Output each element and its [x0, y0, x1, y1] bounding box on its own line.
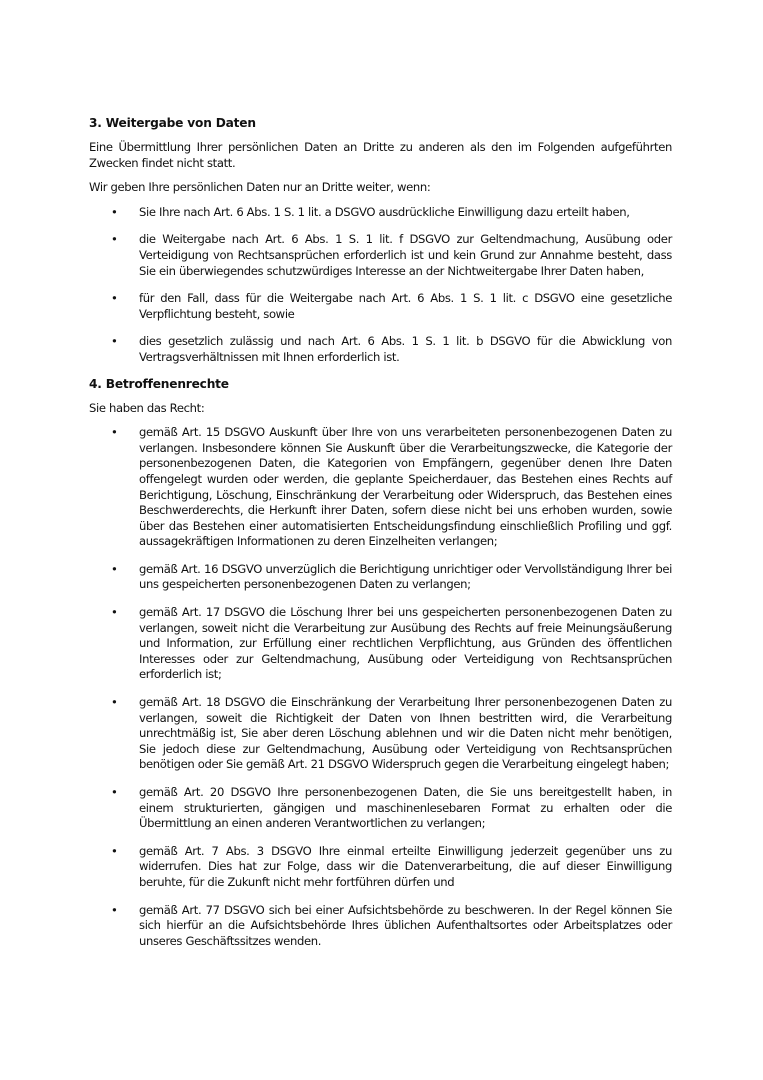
section-data-transfer: [89, 115, 672, 366]
list-item: [111, 334, 672, 365]
list-item-text: gemäß Art. 17 DSGVO die Löschung Ihrer bei uns gespeicherten personenbezogenen Daten zu verlangen, soweit nicht die Verarbeitung zur Ausübung des Rechts auf freie Meinungsäußerung und Information, zur Erfüllung einer rechtlichen Verpflichtung, aus Gründen des öffentlichen Interesses oder zur Geltendmachung, Ausübung oder Verteidigung von Rechtsansprüchen erforderlich ist;: [139, 605, 672, 682]
bullet-list: [89, 425, 672, 949]
list-item-text: gemäß Art. 20 DSGVO Ihre personenbezogenen Daten, die Sie uns bereitgestellt haben, in einem strukturierten, gängigen und maschinenlesebaren Format zu erhalten oder die Übermittlung an einen anderen Verantwortlichen zu verlangen;: [139, 785, 672, 831]
list-item-text: gemäß Art. 77 DSGVO sich bei einer Aufsichtsbehörde zu beschweren. In der Regel können Sie sich hierfür an die Aufsichtsbehörde Ihres üblichen Aufenthaltsortes oder Arbeitsplatzes oder unseres Geschäftssitzes wenden.: [139, 902, 672, 948]
section-data-subject-rights: [89, 376, 672, 950]
bullet-icon: •: [111, 605, 118, 620]
bullet-icon: •: [111, 561, 118, 576]
list-item-text: gemäß Art. 16 DSGVO unverzüglich die Berichtigung unrichtiger oder Vervollständigung Ihrer bei uns gespeicherten personenbezogenen Daten zu verlangen;: [139, 561, 672, 592]
bullet-icon: •: [111, 204, 118, 219]
list-item-text: die Weitergabe nach Art. 6 Abs. 1 S. 1 lit. f DSGVO zur Geltendmachung, Ausübung oder Verteidigung von Rechtsansprüchen erforderlich ist und kein Grund zur Annahme besteht, dass Sie ein überwiegendes schutzwürdiges Interesse an der Nichtweitergabe Ihrer Daten haben,: [139, 232, 672, 278]
list-item-text: dies gesetzlich zulässig und nach Art. 6 Abs. 1 S. 1 lit. b DSGVO für die Abwicklung von Vertragsverhältnissen mit Ihnen erforderlich ist.: [139, 334, 672, 364]
list-item: [111, 425, 672, 550]
list-item: [111, 291, 672, 322]
list-item: [111, 785, 672, 832]
list-item-text: gemäß Art. 18 DSGVO die Einschränkung der Verarbeitung Ihrer personenbezogenen Daten zu verlangen, soweit die Richtigkeit der Daten von Ihnen bestritten wird, die Verarbeitung unrechtmäßig ist, Sie aber deren Löschung ablehnen und wir die Daten nicht mehr benötigen, Sie jedoch diese zur Geltendmachung, Ausübung oder Verteidigung von Rechtsansprüchen benötigen oder Sie gemäß Art. 21 DSGVO Widerspruch gegen die Verarbeitung eingelegt haben;: [139, 695, 672, 772]
paragraph: Wir geben Ihre persönlichen Daten nur an Dritte weiter, wenn:: [89, 180, 431, 195]
bullet-icon: •: [111, 843, 118, 858]
paragraph: Sie haben das Recht:: [89, 400, 205, 415]
list-item: [111, 605, 672, 683]
list-item-text: gemäß Art. 7 Abs. 3 DSGVO Ihre einmal erteilte Einwilligung jederzeit gegenüber uns zu widerrufen. Dies hat zur Folge, dass wir die Datenverarbeitung, die auf dieser Einwilligung beruhte, für die Zukunft nicht mehr fortführen dürfen und: [139, 843, 672, 889]
list-item: [111, 562, 672, 593]
paragraph: Eine Übermittlung Ihrer persönlichen Daten an Dritte zu anderen als den im Folgenden aufgeführten Zwecken findet nicht statt.: [89, 140, 672, 170]
bullet-list: [89, 205, 672, 366]
list-item-text: für den Fall, dass für die Weitergabe nach Art. 6 Abs. 1 S. 1 lit. c DSGVO eine gesetzliche Verpflichtung besteht, sowie: [139, 291, 672, 321]
list-item: [111, 232, 672, 279]
bullet-icon: •: [111, 695, 118, 710]
section-heading: 4. Betroffenenrechte: [89, 376, 229, 391]
bullet-icon: •: [111, 785, 118, 799]
document-page: [89, 115, 672, 961]
list-item-text: Sie Ihre nach Art. 6 Abs. 1 S. 1 lit. a DSGVO ausdrückliche Einwilligung dazu erteilt haben,: [139, 204, 630, 219]
list-item-text: gemäß Art. 15 DSGVO Auskunft über Ihre von uns verarbeiteten personenbezogenen Daten zu verlangen. Insbesondere können Sie Auskunft über die Verarbeitungszwecke, die Kategorie der personenbezogenen Daten, die Kategorien von Empfängern, gegenüber denen Ihre Daten offengelegt wurden oder werden, die geplante Speicherdauer, das Bestehen eines Rechts auf Berichtigung, Löschung, Einschränkung der Verarbeitung oder Widerspruch, das Bestehen eines Beschwerderechts, die Herkunft ihrer Daten, sofern diese nicht bei uns erhoben wurden, sowie über das Bestehen einer automatisierten Entscheidungsfindung einschließlich Profiling und ggf. aussagekräftigen Informationen zu deren Einzelheiten verlangen;: [139, 425, 672, 549]
list-item: [111, 903, 672, 950]
list-item: [111, 844, 672, 891]
section-heading: 3. Weitergabe von Daten: [89, 116, 256, 130]
bullet-icon: •: [111, 291, 118, 306]
bullet-icon: •: [111, 425, 118, 440]
bullet-icon: •: [111, 334, 118, 349]
bullet-icon: •: [111, 232, 118, 247]
list-item: [111, 205, 672, 221]
bullet-icon: •: [111, 902, 118, 917]
list-item: [111, 695, 672, 773]
